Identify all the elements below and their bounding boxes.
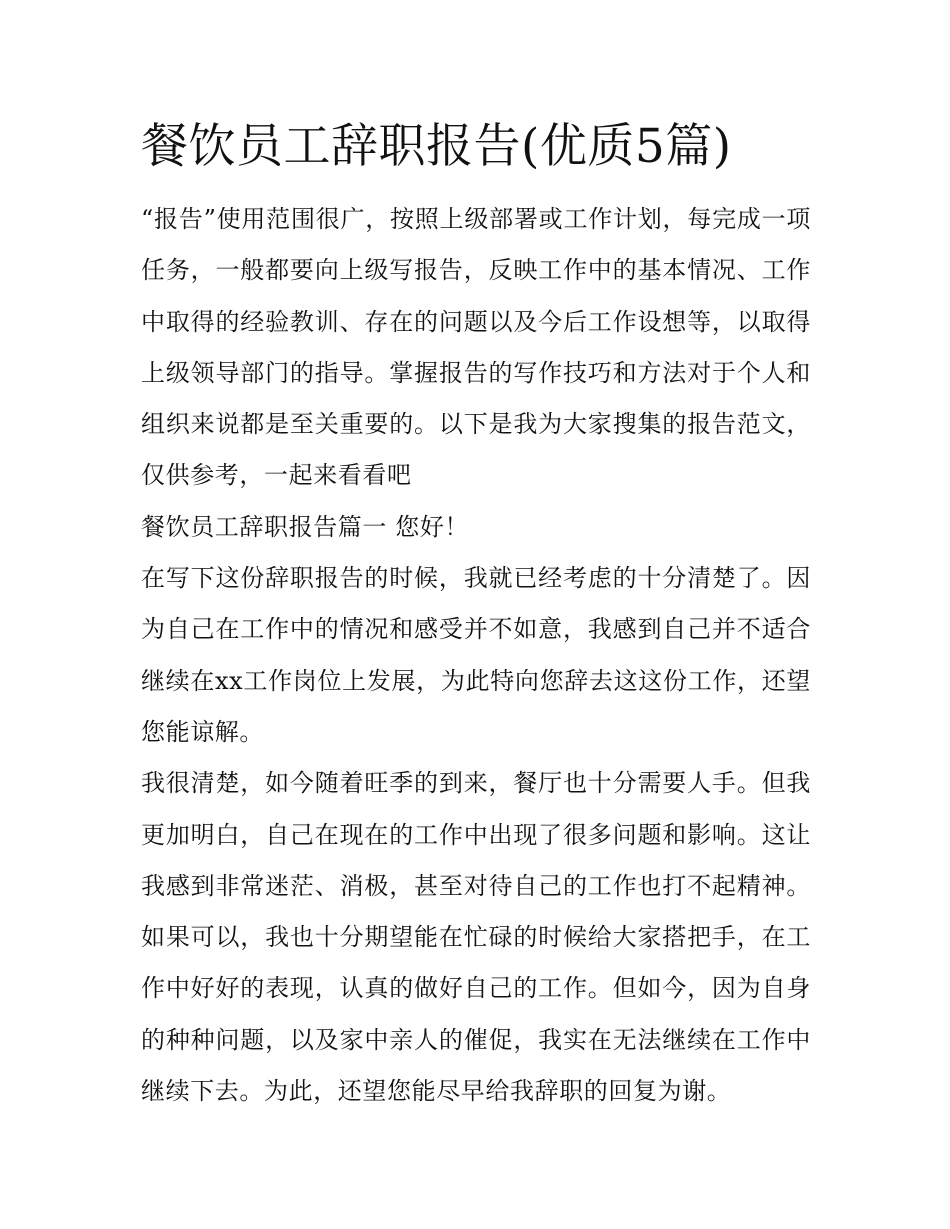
- body-paragraph: 在写下这份辞职报告的时候，我就已经考虑的十分清楚了。因为自己在工作中的情况和感受并不如意，我感到自己并不适合继续在xx工作岗位上发展，为此特向您辞去这这份工作，还望您能谅解。: [141, 564, 811, 746]
- section-heading: 餐饮员工辞职报告篇一 您好！: [141, 512, 470, 541]
- body-paragraph: 我很清楚，如今随着旺季的到来，餐厅也十分需要人手。但我更加明白，自己在现在的工作中出现了很多问题和影响。这让我感到非常迷茫、消极，甚至对待自己的工作也打不起精神。如果可以，我也十分期望能在忙碌的时候给大家搭把手，在工作中好好的表现，认真的做好自己的工作。但如今，因为自身的种种问题，以及家中亲人的催促，我实在无法继续在工作中继续下去。为此，还望您能尽早给我辞职的回复为谢。: [141, 769, 811, 1106]
- document-title: 餐饮员工辞职报告(优质5篇): [141, 119, 732, 174]
- intro-paragraph: “报告”使用范围很广，按照上级部署或工作计划，每完成一项任务，一般都要向上级写报告，反映工作中的基本情况、工作中取得的经验教训、存在的问题以及今后工作设想等，以取得上级领导部门的指导。掌握报告的写作技巧和方法对于个人和组织来说都是至关重要的。以下是我为大家搜集的报告范文，仅供参考，一起来看看吧: [141, 205, 811, 490]
- document-body: [141, 112, 811, 1117]
